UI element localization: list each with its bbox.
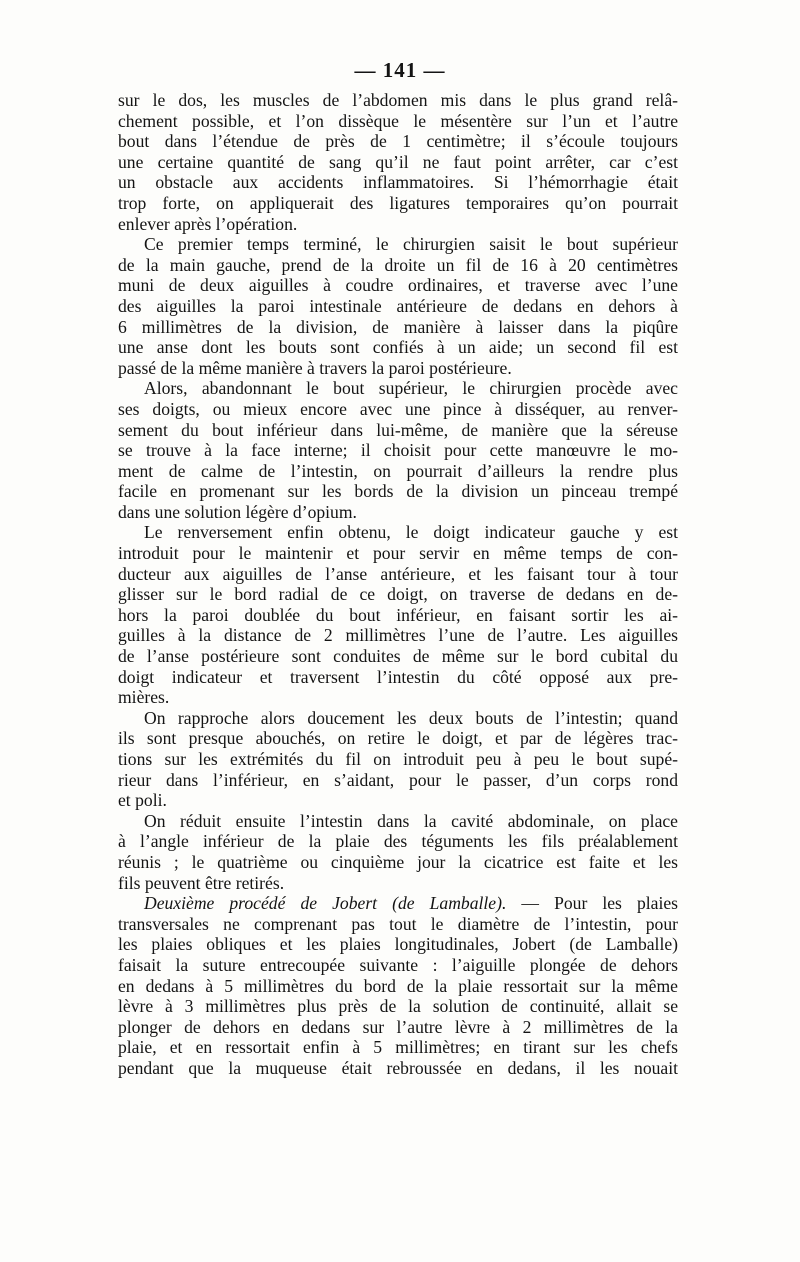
text-line: ses doigts, ou mieux encore avec une pince à disséquer, au renver- — [118, 398, 678, 419]
text-line: plaie, et en ressortait enfin à 5 millimètres; en tirant sur les chefs — [118, 1037, 678, 1058]
text-line: dans une solution légère d’opium. — [118, 501, 357, 522]
text-line-rest: — Pour les plaies — [506, 893, 678, 914]
body-text — [118, 90, 678, 1079]
text-line: de l’anse postérieure sont conduites de même sur le bord cubital du — [118, 646, 678, 667]
text-line: sement du bout inférieur dans lui-même, de manière que la séreuse — [118, 419, 678, 440]
text-line: On rapproche alors doucement les deux bouts de l’intestin; quand — [144, 707, 678, 728]
text-line: Le renversement enfin obtenu, le doigt indicateur gauche y est — [144, 522, 678, 543]
page-number: — 141 — — [354, 58, 446, 82]
text-line: trop forte, on appliquerait des ligatures temporaires qu’on pourrait — [118, 192, 678, 213]
text-line: des aiguilles la paroi intestinale antérieure de dedans en dehors à — [118, 295, 678, 316]
text-line: pendant que la muqueuse était rebroussée en dedans, il les nouait — [118, 1057, 678, 1078]
text-line: guilles à la distance de 2 millimètres l’une de l’autre. Les aiguilles — [118, 625, 678, 646]
text-line: un obstacle aux accidents inflammatoires. Si l’hémorrhagie était — [118, 172, 678, 193]
text-line: 6 millimètres de la division, de manière à laisser dans la piqûre — [118, 316, 678, 337]
text-line — [118, 893, 678, 914]
text-line: bout dans l’étendue de près de 1 centimètre; il s’écoule toujours — [118, 131, 678, 152]
text-line: glisser sur le bord radial de ce doigt, on traverse de dedans en de- — [118, 584, 678, 605]
text-line: ils sont presque abouchés, on retire le doigt, et par de légères trac- — [118, 728, 678, 749]
text-line: rieur dans l’inférieur, en s’aidant, pour le passer, d’un corps rond — [118, 769, 678, 790]
section-heading: Deuxième procédé de Jobert (de Lamballe). — [144, 893, 507, 914]
text-line: enlever après l’opération. — [118, 213, 298, 234]
text-line: facile en promenant sur les bords de la division un pinceau trempé — [118, 481, 678, 502]
text-line: ducteur aux aiguilles de l’anse antérieure, et les faisant tour à tour — [118, 563, 678, 584]
text-line: doigt indicateur et traversent l’intestin du côté opposé aux pre- — [118, 666, 678, 687]
text-line: transversales ne comprenant pas tout le diamètre de l’intestin, pour — [118, 913, 678, 934]
text-line: et poli. — [118, 790, 167, 811]
text-line: se trouve à la face interne; il choisit pour cette manœuvre le mo- — [118, 440, 678, 461]
text-line: hors la paroi doublée du bout inférieur, en faisant sortir les ai- — [118, 604, 678, 625]
text-line: Alors, abandonnant le bout supérieur, le chirurgien procède avec — [144, 378, 678, 399]
text-line: passé de la même manière à travers la paroi postérieure. — [118, 357, 512, 378]
text-line: en dedans à 5 millimètres du bord de la plaie ressortait sur la même — [118, 975, 678, 996]
text-line: sur le dos, les muscles de l’abdomen mis dans le plus grand relâ- — [118, 90, 678, 110]
text-line: de la main gauche, prend de la droite un fil de 16 à 20 centimètres — [118, 254, 678, 275]
text-line: mières. — [118, 687, 170, 708]
text-line: plonger de dehors en dedans sur l’autre lèvre à 2 millimètres de la — [118, 1016, 678, 1037]
text-line: introduit pour le maintenir et pour servir en même temps de con- — [118, 543, 678, 564]
text-line: lèvre à 3 millimètres plus près de la solution de continuité, allait se — [118, 996, 678, 1017]
text-line: Ce premier temps terminé, le chirurgien saisit le bout supérieur — [144, 234, 678, 255]
text-line: une anse dont les bouts sont confiés à un aide; un second fil est — [118, 337, 678, 358]
text-line: tions sur les extrémités du fil on introduit peu à peu le bout supé- — [118, 749, 678, 769]
text-line: faisait la suture entrecoupée suivante : l’aiguille plongée de dehors — [118, 954, 678, 975]
text-line: les plaies obliques et les plaies longitudinales, Jobert (de Lamballe) — [118, 934, 678, 955]
text-line: fils peuvent être retirés. — [118, 872, 285, 893]
text-line: On réduit ensuite l’intestin dans la cavité abdominale, on place — [144, 810, 678, 831]
text-line: à l’angle inférieur de la plaie des téguments les fils préalablement — [118, 831, 678, 852]
text-line: muni de deux aiguilles à coudre ordinaires, et traverse avec l’une — [118, 275, 678, 296]
text-line: une certaine quantité de sang qu’il ne faut point arrêter, car c’est — [118, 151, 678, 172]
text-line: ment de calme de l’intestin, on pourrait d’ailleurs la rendre plus — [118, 460, 678, 481]
text-line: réunis ; le quatrième ou cinquième jour la cicatrice est faite et les — [118, 851, 678, 872]
text-line: chement possible, et l’on dissèque le mésentère sur l’un et l’autre — [118, 110, 678, 131]
